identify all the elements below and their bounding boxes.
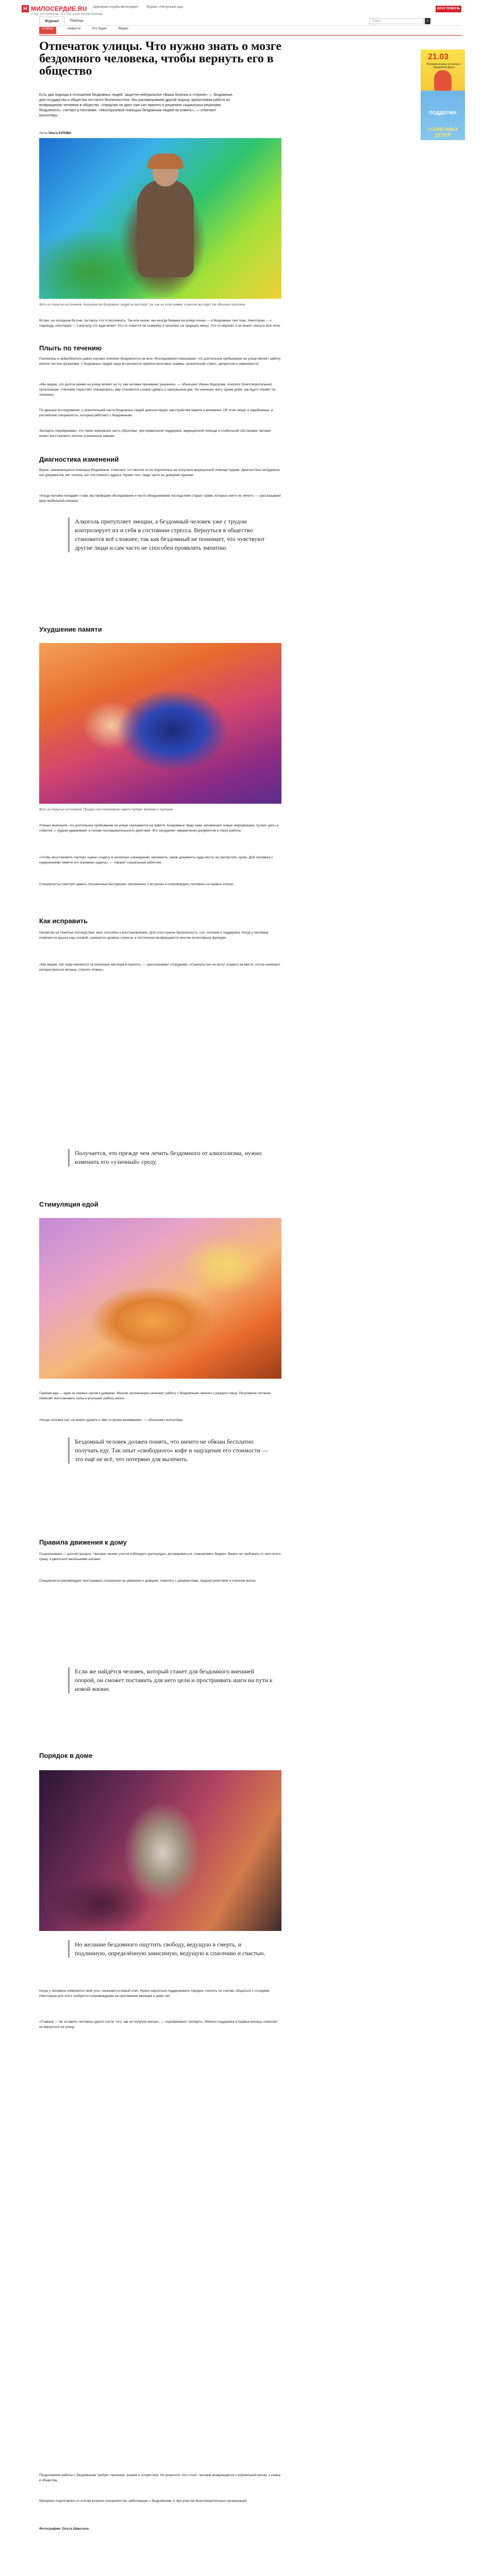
ad-text: СОЛНЕЧНЫХ ДЕТЕЙ: [427, 127, 458, 138]
pull-quote: Получается, что прежде чем лечить бездомного от алкоголизма, нужно изменить его «уличный» среду.: [68, 1149, 274, 1166]
photo-figure-hat: [147, 154, 184, 169]
paragraph: «Когда человек сыт, он может думать о чём-то кроме выживания», — объясняют волонтёры.: [39, 1418, 184, 1422]
subnav-articles[interactable]: Статьи: [39, 27, 56, 34]
side-banner-ad[interactable]: [421, 49, 465, 140]
paragraph: Специалисты рекомендуют выстраивать отношения на уважении и доверии, помогать с документами, трудоустройством и поиском жилья.: [39, 1579, 257, 1583]
subnav-video[interactable]: Видео: [118, 27, 128, 30]
sub-nav: [39, 27, 128, 34]
logo-text: МИЛОСЕРДИЕ.RU: [31, 5, 87, 12]
section-heading: Порядок в доме: [39, 1752, 93, 1759]
section-photo: [39, 1770, 281, 1931]
pull-quote: Но желание бездомного ощутить свободу, ведущую в смерть, и подлинную, определённую зависимую, ведущую к спасению и счастью.: [68, 1940, 274, 1958]
section-photo: [39, 1218, 281, 1379]
subnav-events[interactable]: Что будет: [92, 27, 107, 30]
closing-paragraph: Материал подготовлен по итогам встречи специалистов, работающих с бездомными, и при участии благотворительных организаций.: [39, 2499, 247, 2503]
photo-caption: Фото из открытых источников. Процесс восстановления памяти требует времени и терпения.: [39, 808, 174, 811]
search-icon[interactable]: ⌕: [425, 18, 430, 24]
section-heading: Стимуляция едой: [39, 1200, 98, 1208]
intro-paragraph: Встаю, на холодном бетоне, пытаюсь что-то вспомнить. Так или иначе, мы иногда бываем на улице ночью — и бездомные там тоже. Некоторые — к подъезду, некоторые — к вокзалу, кто куда может. Кто-то ложится на скамейку и засыпает на тридцать минут. Кто-то мёрзнет и не может заснуть всю ночь.: [39, 319, 281, 328]
article-title: Отпечаток улицы. Что нужно знать о мозге бездомного человека, чтобы вернуть его в общество: [39, 40, 281, 78]
section-heading: Правила движения к дому: [39, 1538, 127, 1546]
tab-journal[interactable]: Журнал: [39, 16, 64, 25]
paragraph: «Чтобы восстановить паспорт, нужно сходить в несколько учреждений, запомнить, какие документы куда нести, не пропустить сроки. Для человека с нарушениями памяти это огромная задача», — говорит социальный работник.: [39, 856, 273, 865]
paragraph: Эксперты подчёркивают, что такие изменения часто обратимы: при правильной поддержке, медицинской помощи и стабильной обстановке человек может восстановить многие утраченные навыки.: [39, 429, 271, 438]
paragraph: «Мы видим, что долгое время на улице влияет на то, как человек принимает решения», — объясняет Ирина Федорова, психолог благотворительной организации. «Человек перестаёт планировать, ему становится сложно думать о завтрашнем дне. Он начинает жить одним днём, как будто плывёт по течению».: [39, 383, 276, 397]
search-input[interactable]: Поиск: [369, 18, 424, 24]
article-lead: Есть два подхода в отношении бездомных людей: защитно-нейтральное «Ваша болезнь в стороне» — бездомные, для государства и общества это нечто безличностное. Мы рассматриваем другой подход: кропотливая работа по возвращению человека в общество. «Нагрузки не дают нам сил принять в решениях социальных решениях бездомного», считают в Ночлежке. «Многоразовой помощью бездомным людям не помочь», — отвечают волонтёры.: [39, 93, 234, 117]
paragraph: Когда у человека появляется свой угол, начинается новый этап. Нужно научиться поддерживать порядок, платить по счетам, общаться с соседями. Некоторым для этого требуется сопровождение на протяжении месяцев и даже лет.: [39, 1989, 271, 1998]
top-link[interactable]: Журнал «Нескучный сад»: [146, 6, 184, 9]
logo-mark: Н: [22, 5, 29, 12]
author-label: Автор: [39, 132, 48, 135]
section-heading: Как исправить: [39, 917, 88, 925]
paragraph: «Мы видим, как люди меняются за несколько месяцев в приюте», — рассказывают сотрудники. «Сначала они не могут усидеть на месте, потом начинают интересоваться жизнью, строить планы».: [39, 963, 280, 972]
section-heading: Ухудшение памяти: [39, 625, 102, 633]
paragraph: Социализация — долгий процесс. Человек заново учится соблюдать распорядок, договариваться, планировать бюджет. Важно не требовать от него всего сразу, а двигаться маленькими шагами.: [39, 1552, 281, 1561]
section-heading: Диагностика изменений: [39, 455, 119, 463]
photo-figure: [137, 179, 194, 277]
main-photo: [39, 138, 281, 299]
photo-credit: Фотографии: Ольга Шмыгаль: [39, 2527, 89, 2531]
nav-divider: [39, 35, 462, 36]
site-logo[interactable]: [22, 5, 104, 16]
pull-quote: Если же найдётся человек, который станет для бездомного внешней опорой, он сможет поставить для него цели и простраивать шаги на пути к новой жизни.: [68, 1667, 274, 1693]
paragraph: «Главное — не оставить человека одного после того, как он получил жильё», — подчёркивают эксперты. Именно поддержка в первые месяцы помогает не вернуться на улицу.: [39, 2020, 278, 2029]
paragraph: Горячая еда — один из первых шагов к доверию. Многие организации начинают работу с бездомными именно с раздачи пищи. Регулярное питание помогает восстановить силы и улучшает работу мозга.: [39, 1392, 271, 1400]
paragraph: По данным исследований, у значительной части бездомных людей диагностируют расстройства памяти и внимания. Об этом пишут и зарубежные, и российские специалисты, которые работают с бездомными.: [39, 409, 273, 417]
photo-caption: Фото из открытых источников. Большинство бездомных людей не выглядят так, как на этом снимке, а многие выглядят как обычные прохожие.: [39, 303, 246, 307]
author-name[interactable]: Ольга КУЛОВА: [48, 132, 72, 135]
ad-text: ПОДДЕРЖИ: [429, 110, 457, 115]
top-link[interactable]: Церковная служба милосердия: [93, 6, 138, 9]
paragraph: Врачи, занимающиеся помощью бездомным, отмечают, что многие из их подопечных не получали медицинской помощи годами. Диагностика затруднена: нет документов, нет полиса, нет постоянного адреса. Кроме того, люди часто не доверяют врачам.: [39, 468, 280, 477]
paragraph: Психиатры и нейробиологи давно изучают влияние бездомности на мозг. Исследования показывают, что длительное пребывание на улице меняет работу многих систем организма. У бездомных людей чаще встречаются черепно-мозговые травмы, хронический стресс, депрессия и зависимости.: [39, 357, 281, 366]
section-heading: Плыть по течению: [39, 344, 102, 352]
paragraph: Специалисты советуют давать письменные инструкции, напоминать о встречах и сопровождать человека на первых этапах.: [39, 883, 234, 886]
paragraph: Учёные выяснили, что длительное пребывание на улице сказывается на памяти. Бездомные люди хуже запоминают новую информацию, путают даты и события, с трудом удерживают в голове последовательность действий. Это затрудняет оформление документов и поиск работы.: [39, 824, 279, 833]
ad-figure-illustration: [434, 70, 452, 91]
closing-paragraph: Продолжение работы с бездомными требует терпения, знаний и сочувствия. Но результат того стоит: человек возвращается к нормальной жизни, к семье и обществу.: [39, 2473, 281, 2482]
help-button[interactable]: ХОЧУ ПОМОЧЬ: [436, 6, 461, 12]
section-photo: [39, 643, 281, 804]
top-bar: [0, 0, 482, 18]
pull-quote: Алкоголь притупляет эмоции, а бездомный человек уже с трудом контролирует их и себя в состоянии стресса. Вернуться в общество становится всё сложнее, так как бездомный не понимает, что чувствуют другие люди и сам часто не способен проявлять эмпатию.: [68, 517, 274, 552]
article-author: [39, 132, 71, 135]
paragraph: Несмотря на тяжёлые последствия, мозг способен к восстановлению. Для этого нужны безопасность, сон, питание и поддержка. Когда у человека появляется крыша над головой, снижается уровень стресса, и постепенно возвращаются многие когнитивные функции.: [39, 931, 269, 940]
logo-tagline: О ТЕХ, КТО ПОМОГАЕТ, И О ТЕХ, КОМУ НУЖНА ПОМОЩЬ: [31, 13, 104, 16]
ad-subtitle: Всемирный день человека с синдромом Дауна: [427, 63, 461, 69]
pull-quote: Бездомный человек должен понять, что ничего не обязан бесплатно получать еду. Так опыт «свободного» кофе и ощущение его стоимости — это ещё не всё, что потеряно для вылечить.: [68, 1437, 274, 1464]
subnav-news[interactable]: Новости: [68, 27, 81, 30]
ad-date: 21.03: [428, 53, 449, 61]
paragraph: «Когда человек попадает к нам, мы проводим обследование и часто обнаруживаем последствия старых травм, которые никто не лечил», — рассказывает врач мобильной клиники.: [39, 494, 281, 503]
tab-help[interactable]: Помощь: [69, 19, 84, 23]
top-links: [93, 6, 184, 9]
